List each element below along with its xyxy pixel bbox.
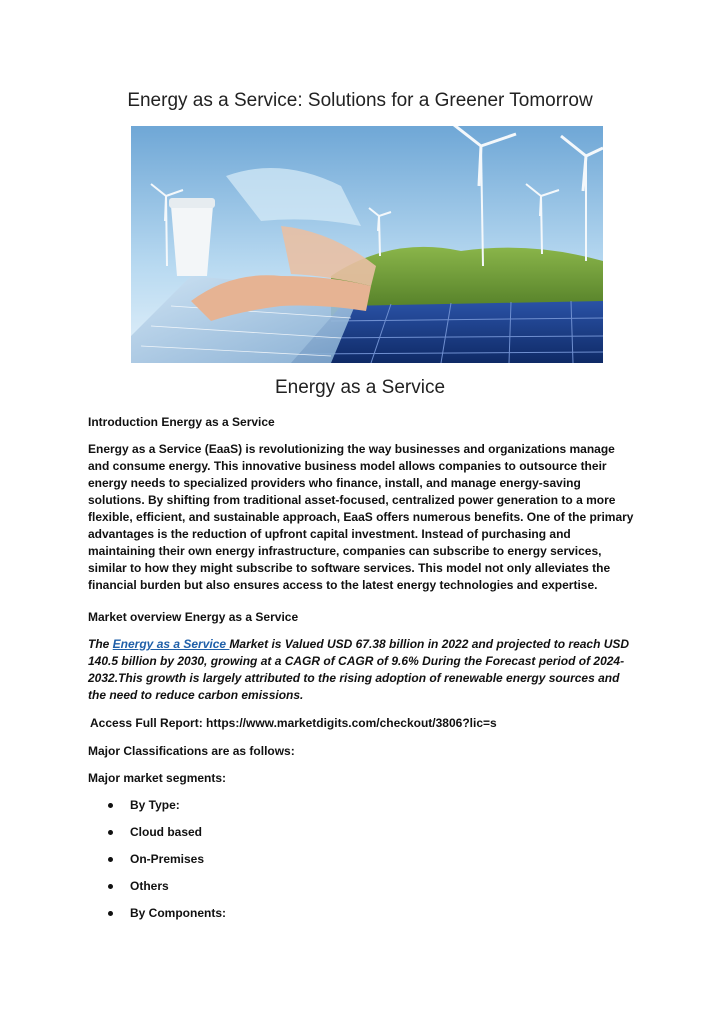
bullet-icon [108,911,113,916]
market-rest-text: Market is Valued USD 67.38 billion in 2022 and projected to reach USD 140.5 billion by 2030, growing at a CAGR of CAGR of 9.6% During the Forecast period of 2024-2032.This growth is largely attributed to the rising adoption of renewable energy sources and the need to reduce carbon emissions. [88,637,630,702]
energy-as-a-service-link[interactable]: Energy as a Service [112,637,230,651]
list-item-label: Cloud based [130,825,203,839]
bullet-icon [108,884,113,889]
access-report-text: Access Full Report: https://www.marketdigits.com/checkout/3806?lic=s [90,716,497,730]
list-item-label: By Type: [130,798,180,812]
market-paragraph [88,636,636,704]
list-item-label: On-Premises [130,852,205,866]
list-item-label: Others [130,879,169,893]
intro-heading: Introduction Energy as a Service [88,415,275,429]
list-item [108,824,226,851]
list-item [108,797,226,824]
market-the-text: The [88,637,113,651]
segments-list [108,797,226,932]
major-classifications-text: Major Classifications are as follows: [88,744,295,758]
section-title: Energy as a Service [274,377,446,398]
intro-paragraph: Energy as a Service (EaaS) is revolutionizing the way businesses and organizations manage and consume energy. This innovative business model allows companies to outsource their energy needs to specialized providers who finance, install, and manage energy-saving solutions. By shifting from traditional asset-focused, centralized power generation to a more flexible, efficient, and sustainable approach, EaaS offers numerous benefits. One of the primary advantages is the reduction of upfront capital investment. Instead of purchasing and maintaining their own energy infrastructure, companies can subscribe to energy services, similar to how they might subscribe to software services. This model not only alleviates the financial burden but also ensures access to the latest energy technologies and expertise. [88,442,634,592]
bullet-icon [108,803,113,808]
list-item [108,905,226,932]
list-item-label: By Components: [130,906,226,920]
hero-image [131,126,603,363]
major-segments-text: Major market segments: [88,771,227,785]
market-heading: Market overview Energy as a Service [88,610,299,624]
bullet-icon [108,857,113,862]
list-item [108,851,226,878]
bullet-icon [108,830,113,835]
document-title: Energy as a Service: Solutions for a Greener Tomorrow [127,90,593,111]
list-item [108,878,226,905]
